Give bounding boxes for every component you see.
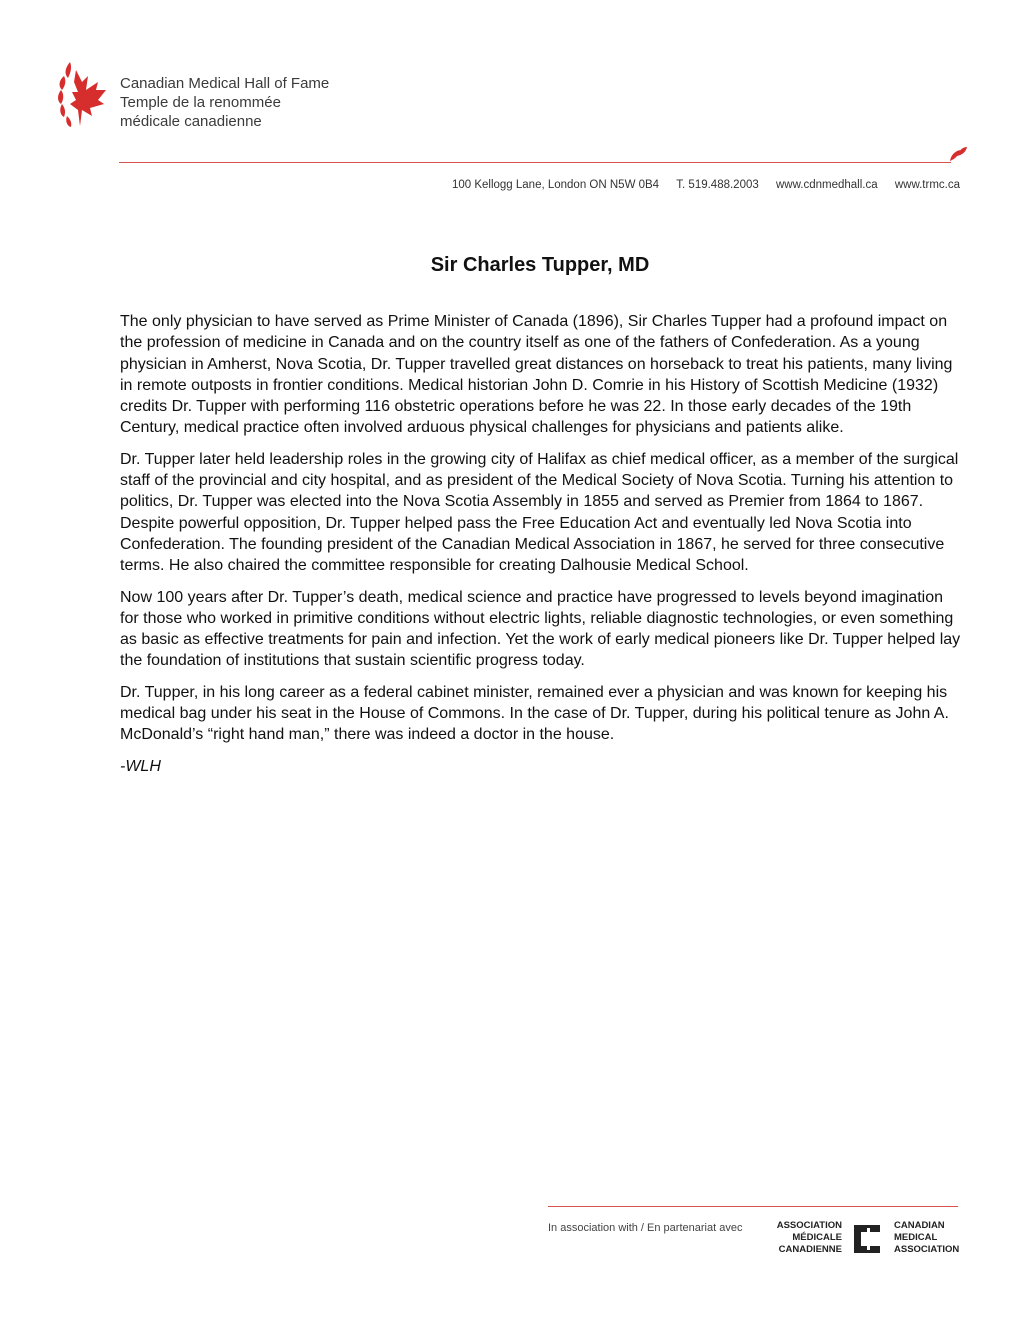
cma-en-line1: CANADIAN [894, 1220, 945, 1231]
header-divider [119, 162, 951, 163]
leaf-accent-icon [948, 145, 968, 163]
address: 100 Kellogg Lane, London ON N5W 0B4 [451, 179, 660, 191]
org-name-fr-line2: médicale canadienne [120, 113, 262, 130]
cma-name-fr [770, 1220, 842, 1256]
org-name-fr-line1: Temple de la renommée [120, 94, 281, 111]
cma-en-line3: ASSOCIATION [894, 1244, 960, 1255]
document-body [120, 311, 962, 787]
cma-caduceus-icon [846, 1219, 886, 1259]
paragraph: The only physician to have served as Prime Minister of Canada (1896), Sir Charles Tupper had a profound impact on the profession of medicine in Canada and on the country itself as one of the fathers of Confederation. As a young physician in Amherst, Nova Scotia, Dr. Tupper travelled great distances on horseback to treat his patients, many living in remote outposts in frontier conditions. Medical historian John D. Comrie in his History of Scottish Medicine (1932) credits Dr. Tupper with performing 116 obstetric operations before he was 22. In those early decades of the 19th Century, medical practice often involved arduous physical challenges for physicians and patients alike. [120, 313, 953, 437]
phone: T. 519.488.2003 [676, 179, 759, 191]
paragraph: Dr. Tupper later held leadership roles in the growing city of Halifax as chief medical officer, as a member of the surgical staff of the provincial and city hospital, and as president of the Medical Society of Nova Scotia. Turning his attention to politics, Dr. Tupper was elected into the Nova Scotia Assembly in 1855 and served as Premier from 1864 to 1867. Despite powerful opposition, Dr. Tupper helped pass the Free Education Act and eventually led Nova Scotia into Confederation. The founding president of the Canadian Medical Association in 1867, he served for three consecutive terms. He also chaired the committee responsible for creating Dalhousie Medical School. [120, 450, 959, 575]
cma-fr-line2: MÉDICALE [792, 1232, 842, 1243]
organization-name [120, 74, 329, 131]
cma-name-en [894, 1220, 959, 1256]
website-fr-link[interactable]: www.trmc.ca [894, 179, 960, 191]
cma-fr-line1: ASSOCIATION [776, 1220, 842, 1231]
association-text: In association with / En partenariat avec [548, 1222, 743, 1234]
signature: -WLH [120, 757, 161, 775]
paragraph: Dr. Tupper, in his long career as a federal cabinet minister, remained ever a physician and was known for keeping his medical bag under his seat in the House of Commons. In the case of Dr. Tupper, during his political tenure as John A. McDonald’s “right hand man,” there was indeed a doctor in the house. [120, 683, 949, 744]
document-title: Sir Charles Tupper, MD [430, 254, 650, 276]
cma-en-line2: MEDICAL [894, 1232, 938, 1243]
paragraph: Now 100 years after Dr. Tupper’s death, medical science and practice have progressed to levels beyond imagination for those who worked in primitive conditions without electric lights, reliable diagnostic technologies, or even something as basic as effective treatments for pain and infection. Yet the work of early medical pioneers like Dr. Tupper helped lay the foundation of institutions that sustain scientific progress today. [120, 588, 961, 670]
org-name-en: Canadian Medical Hall of Fame [120, 75, 330, 92]
footer-divider [548, 1206, 958, 1207]
maple-leaf-icon [56, 60, 112, 132]
website-en-link[interactable]: www.cdnmedhall.ca [775, 179, 878, 191]
cma-fr-line3: CANADIENNE [778, 1244, 842, 1255]
contact-info [0, 179, 960, 191]
